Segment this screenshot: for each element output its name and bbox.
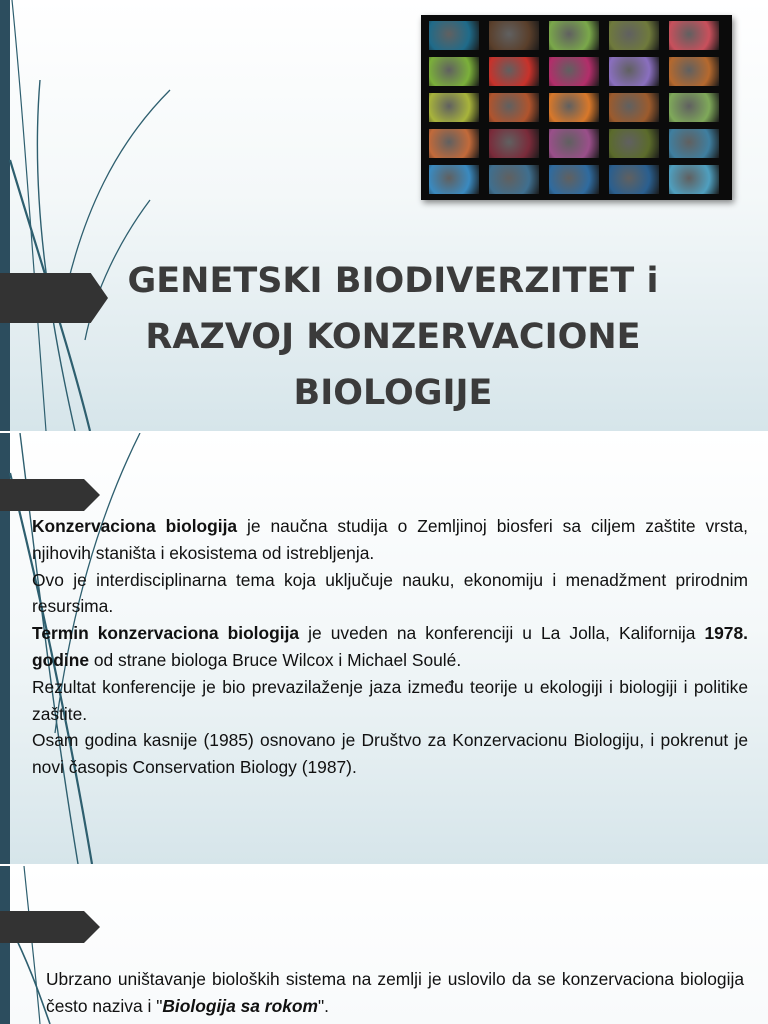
- slide-2-paragraph: [32, 727, 748, 781]
- slide-2-paragraph: [32, 674, 748, 728]
- collage-photo-tile: [429, 93, 479, 122]
- collage-photo-tile: [429, 165, 479, 194]
- slide-2-body: [32, 513, 748, 781]
- slide-2-paragraph: [32, 620, 748, 674]
- text-bold: Termin konzervaciona biologija: [32, 623, 300, 644]
- collage-photo-tile: [489, 129, 539, 158]
- collage-photo-tile: [489, 93, 539, 122]
- text-bold: 1978. godine: [32, 623, 748, 670]
- arrow-tab: [0, 273, 108, 323]
- collage-photo-tile: [489, 57, 539, 86]
- slide-2-paragraph: [32, 567, 748, 621]
- arrow-tab: [0, 911, 100, 943]
- title-line-3: BIOLOGIJE: [293, 373, 493, 413]
- collage-photo-tile: [429, 21, 479, 50]
- slide-3-body: [46, 966, 744, 1020]
- title-line-2: RAZVOJ KONZERVACIONE: [145, 317, 641, 357]
- collage-photo-tile: [549, 57, 599, 86]
- text-plain: Rezultat konferencije je bio prevazilaženje jaza između teorije u ekologiji i biologiji i politike zaštite.: [32, 676, 748, 724]
- collage-photo-tile: [609, 57, 659, 86]
- collage-photo-tile: [429, 57, 479, 86]
- title-line-1: GENETSKI BIODIVERZITET i: [127, 261, 659, 301]
- slide-3: [0, 866, 768, 1024]
- text-plain: ".: [317, 995, 329, 1016]
- collage-photo-tile: [669, 57, 719, 86]
- collage-photo-tile: [549, 129, 599, 158]
- collage-photo-tile: [549, 21, 599, 50]
- collage-photo-tile: [549, 165, 599, 194]
- collage-photo-tile: [669, 129, 719, 158]
- slide-title: [110, 253, 676, 421]
- arrow-tab: [0, 479, 100, 511]
- collage-photo-tile: [489, 21, 539, 50]
- collage-photo-tile: [669, 93, 719, 122]
- text-plain: od strane biologa Bruce Wilcox i Michael Soulé.: [89, 649, 462, 670]
- slide-2: [0, 433, 768, 864]
- collage-photo-tile: [549, 93, 599, 122]
- text-plain: je uveden na konferenciji u La Jolla, Kalifornija: [299, 623, 705, 644]
- text-plain: Osam godina kasnije (1985) osnovano je Društvo za Konzervacionu Biologiju, i pokrenut je novi časopis Conservation Biology (1987).: [32, 730, 748, 778]
- text-plain: Ovo je interdisciplinarna tema koja uključuje nauku, ekonomiju i menadžment prirodnim resursima.: [32, 569, 748, 617]
- text-plain: je naučna studija o Zemljinoj biosferi sa ciljem zaštite vrsta, njihovih staništa i ekosistema od istrebljenja.: [32, 516, 748, 563]
- collage-photo-tile: [489, 165, 539, 194]
- collage-photo-tile: [669, 21, 719, 50]
- text-plain: Ubrzano uništavanje bioloških sistema na zemlji je uslovilo da se konzervaciona biologija često naziva i ": [46, 969, 744, 1016]
- slide-1: [0, 0, 768, 431]
- slide-3-paragraph: [46, 966, 744, 1020]
- text-bold: Konzervaciona biologija: [32, 516, 238, 536]
- collage-photo-tile: [609, 165, 659, 194]
- collage-photo-tile: [429, 129, 479, 158]
- collage-photo-tile: [609, 129, 659, 158]
- slide-2-paragraph: [32, 513, 748, 567]
- collage-photo-tile: [609, 21, 659, 50]
- collage-photo-tile: [669, 165, 719, 194]
- collage-photo-tile: [609, 93, 659, 122]
- text-emphasis: Biologija sa rokom: [162, 995, 318, 1016]
- marine-biodiversity-collage: [421, 15, 732, 200]
